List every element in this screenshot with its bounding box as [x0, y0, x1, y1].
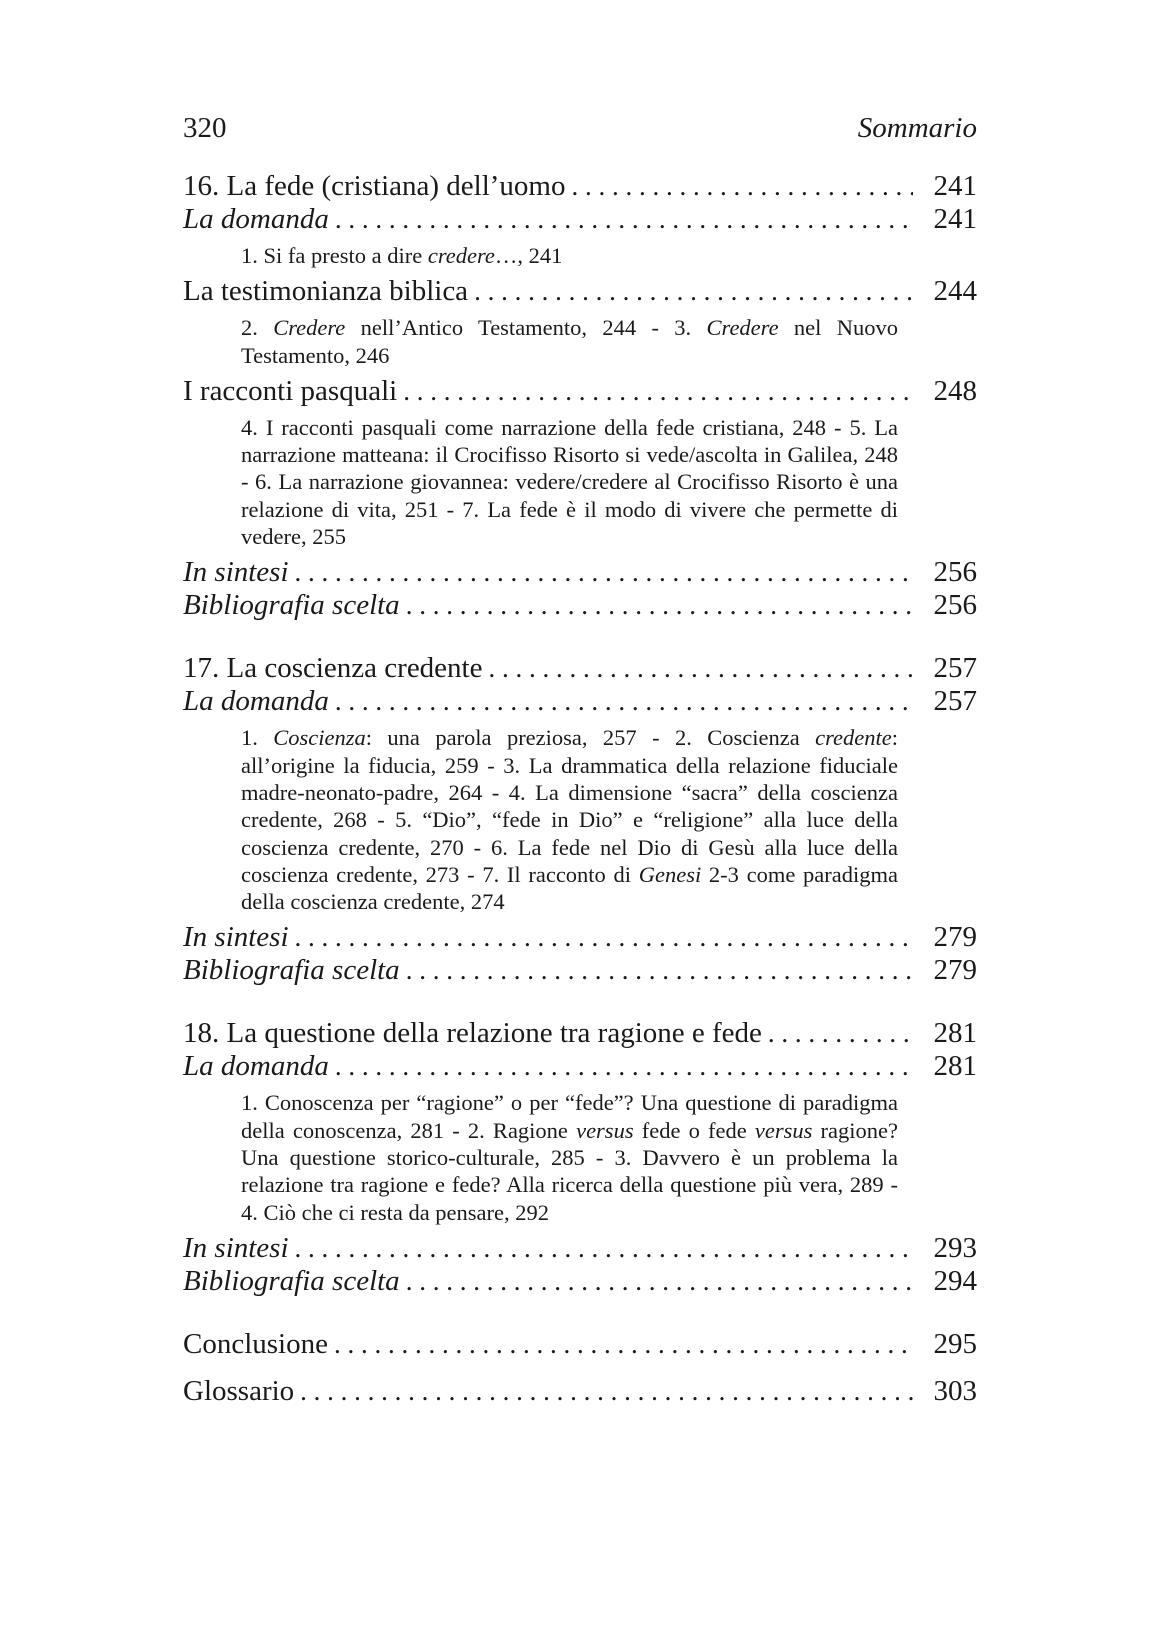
toc-subentries [241, 718, 898, 921]
page-number: 320 [183, 112, 227, 144]
toc-entry-label: La testimonianza biblica [183, 275, 469, 308]
toc-entry-synthesis[interactable] [183, 1232, 977, 1265]
toc-entry-page: 279 [933, 954, 977, 987]
toc-entry-page: 281 [933, 1050, 977, 1083]
italic-term: versus [754, 1117, 813, 1143]
toc-entry-label: 18. La questione della relazione tra ragione e fede [183, 1017, 762, 1050]
toc-entry-page: 241 [933, 203, 977, 235]
subentry-text: ragione? Una questione storico-culturale, 285 - 3. Davvero è un problema la relazione tra ragione e fede? Alla ricerca della questione più vera, 289 - 4. Ciò che ci resta da pensare, 292 [241, 1117, 898, 1225]
toc-entry-question[interactable] [183, 203, 977, 236]
italic-term: credere [427, 243, 495, 268]
subentry-text: nel Nuovo Testamento, 246 [241, 315, 898, 368]
toc-entry-label: Bibliografia scelta [183, 954, 400, 987]
subentry-text: 1. Conoscenza per “ragione” o per “fede”? Una questione di paradigma della conoscenza, 281 - 2. Ragione [241, 1090, 898, 1143]
toc-entry-page: 293 [933, 1231, 977, 1264]
toc-entry-page: 256 [933, 556, 977, 589]
subentry-text: fede o fede [633, 1117, 755, 1143]
toc-entry-chapter-16[interactable] [183, 170, 977, 203]
toc-entry-page: 257 [933, 652, 977, 685]
subentry-text: 2-3 come paradigma della coscienza credente, 274 [241, 861, 899, 915]
toc-entry-label: I racconti pasquali [183, 374, 398, 407]
toc-entry-page: 248 [933, 374, 977, 407]
toc-entry-page: 244 [933, 275, 977, 308]
toc-entry-page: 295 [933, 1327, 977, 1360]
toc-entry-label: Bibliografia scelta [183, 1264, 400, 1297]
subentry-text: : all’origine la fiducia, 259 - 3. La drammatica della relazione fiduciale madre-neonato-padre, 264 - 4. La dimensione “sacra” della coscienza credente, 268 - 5. “Dio”, “fede in Dio” e “religione” alla luce della coscienza credente, 270 - 6. La fede nel Dio di Gesù alla luce della coscienza credente, 273 - 7. Il racconto di [241, 725, 898, 887]
italic-term: Genesi [638, 861, 702, 887]
toc-entry-page: 303 [933, 1374, 977, 1407]
toc-entry-question[interactable] [183, 685, 977, 718]
toc-entry-chapter-18[interactable] [183, 1017, 977, 1050]
toc-entry-conclusion[interactable] [183, 1328, 977, 1361]
subentry-text: 1. Si fa presto a dire [241, 243, 428, 268]
toc-subentries [241, 236, 898, 275]
toc-subentries [241, 408, 898, 556]
toc-entry-bibliography[interactable] [183, 954, 977, 987]
subentry-text: 1. [241, 725, 274, 751]
leader-dots [295, 921, 913, 954]
italic-term: Coscienza [273, 725, 366, 751]
leader-dots [489, 652, 914, 685]
toc-subentries [241, 1083, 898, 1231]
toc-entry-label: La domanda [183, 685, 329, 718]
toc-entry-label: Conclusione [183, 1327, 328, 1360]
toc-entry-label: 16. La fede (cristiana) dell’uomo [183, 170, 566, 202]
leader-dots [295, 556, 913, 589]
subentry-text: 2. [241, 315, 274, 341]
italic-term: Credere [706, 315, 779, 341]
leader-dots [406, 954, 913, 987]
table-of-contents [183, 170, 977, 1408]
toc-subentries [241, 308, 898, 375]
toc-entry-page: 257 [933, 685, 977, 718]
toc-entry-label: 17. La coscienza credente [183, 652, 483, 685]
toc-entry-label: Bibliografia scelta [183, 589, 400, 622]
toc-entry-section[interactable] [183, 375, 977, 408]
toc-entry-question[interactable] [183, 1050, 977, 1083]
toc-entry-label: In sintesi [183, 921, 289, 954]
toc-entry-glossary[interactable] [183, 1375, 977, 1408]
leader-dots [295, 1232, 913, 1265]
leader-dots [571, 170, 913, 203]
toc-entry-page: 241 [933, 170, 977, 202]
leader-dots [768, 1017, 913, 1050]
toc-entry-label: Glossario [183, 1374, 295, 1407]
italic-term: versus [576, 1117, 634, 1143]
leader-dots [474, 275, 913, 308]
leader-dots [335, 1050, 913, 1083]
leader-dots [406, 589, 913, 622]
subentry-text: : una parola preziosa, 257 - 2. Coscienza [365, 725, 816, 751]
toc-entry-label: In sintesi [183, 1231, 289, 1264]
toc-entry-bibliography[interactable] [183, 1265, 977, 1298]
toc-entry-page: 281 [933, 1017, 977, 1050]
leader-dots [406, 1265, 913, 1298]
leader-dots [300, 1375, 913, 1408]
leader-dots [334, 1328, 913, 1361]
toc-entry-label: In sintesi [183, 556, 289, 589]
subentry-text: 4. I racconti pasquali come narrazione della fede cristiana, 248 - 5. La narrazione matteana: il Crocifisso Risorto si vede/ascolta in Galilea, 248 - 6. La narrazione giovannea: vedere/credere al Crocifisso Risorto è una relazione di vita, 251 - 7. La fede è il modo di vivere che permette di vedere, 255 [241, 414, 898, 550]
toc-entry-page: 256 [933, 589, 977, 622]
leader-dots [335, 203, 913, 236]
toc-entry-section[interactable] [183, 275, 977, 308]
subentry-text: nell’Antico Testamento, 244 - 3. [345, 315, 707, 341]
italic-term: Credere [273, 315, 346, 341]
toc-entry-bibliography[interactable] [183, 589, 977, 622]
toc-entry-synthesis[interactable] [183, 556, 977, 589]
toc-entry-label: La domanda [183, 203, 329, 235]
toc-entry-page: 294 [933, 1264, 977, 1297]
toc-entry-synthesis[interactable] [183, 921, 977, 954]
toc-entry-page: 279 [933, 921, 977, 954]
page-header [183, 108, 977, 148]
toc-entry-chapter-17[interactable] [183, 652, 977, 685]
italic-term: credente [815, 725, 892, 751]
leader-dots [335, 685, 913, 718]
toc-entry-label: La domanda [183, 1050, 329, 1083]
leader-dots [403, 375, 913, 408]
running-title: Sommario [857, 112, 977, 144]
subentry-text: …, 241 [494, 243, 563, 268]
